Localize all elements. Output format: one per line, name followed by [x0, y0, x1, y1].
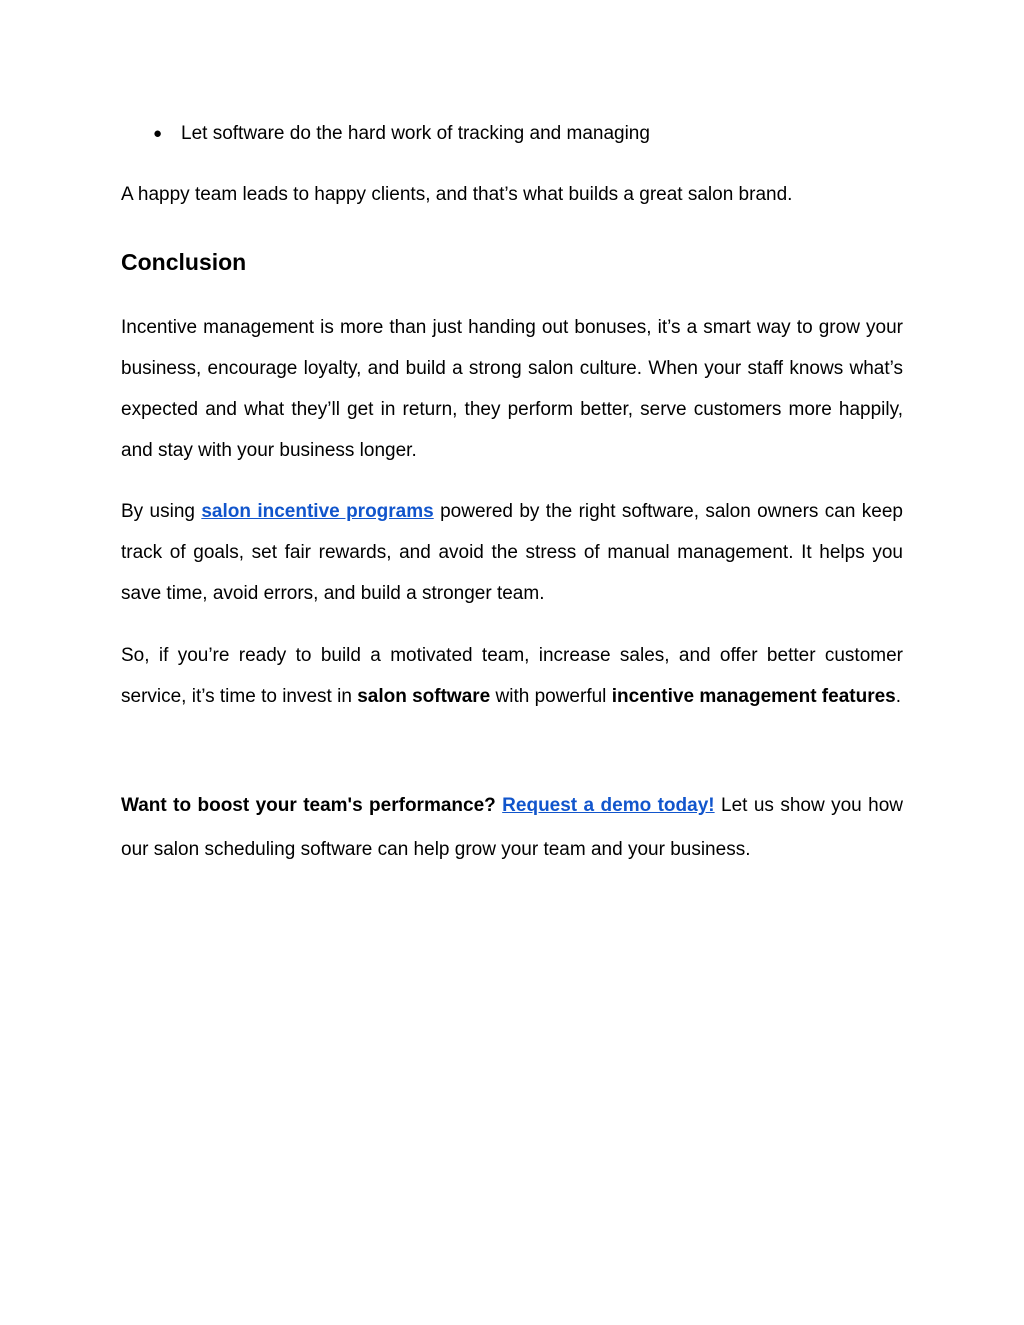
bold-text: incentive management features [611, 686, 896, 707]
paragraph-text: By using [121, 501, 202, 522]
paragraph-text: So, if you’re ready to build a motivated team, increase sales, and offer better customer service, it’s time to invest in [121, 645, 903, 707]
bold-text: salon software [357, 686, 491, 707]
cta-question: Want to boost your team's performance? [121, 795, 496, 816]
conclusion-paragraph-1: Incentive management is more than just handing out bonuses, it’s a smart way to grow your business, encourage loyalty, and build a strong salon culture. When your staff knows what’s expected and what they’ll get in return, they perform better, serve customers more happily, and stay with your business longer. [121, 317, 903, 461]
paragraph-text: powered by the right software, salon owners can keep track of goals, set fair rewards, and avoid the stress of manual management. It helps you save time, avoid errors, and build a stronger team. [121, 501, 903, 604]
salon-incentive-programs-link[interactable]: salon incentive programs [201, 501, 434, 522]
paragraph-text: Let us show you how our salon scheduling software can help grow your team and your business. [121, 795, 903, 860]
paragraph-text: . [895, 686, 902, 707]
list-item [121, 119, 650, 149]
bullet-icon: ● [153, 125, 163, 142]
paragraph-text: with powerful [490, 686, 612, 707]
conclusion-paragraph-3 [121, 635, 903, 717]
bullet-list [121, 119, 650, 149]
conclusion-paragraph-2 [121, 491, 903, 614]
intro-paragraph: A happy team leads to happy clients, and that’s what builds a great salon brand. [121, 184, 793, 205]
section-heading: Conclusion [121, 249, 247, 275]
cta-paragraph [121, 784, 903, 872]
bullet-text: Let software do the hard work of tracking and managing [181, 123, 650, 144]
request-demo-link[interactable]: Request a demo today! [502, 795, 715, 816]
